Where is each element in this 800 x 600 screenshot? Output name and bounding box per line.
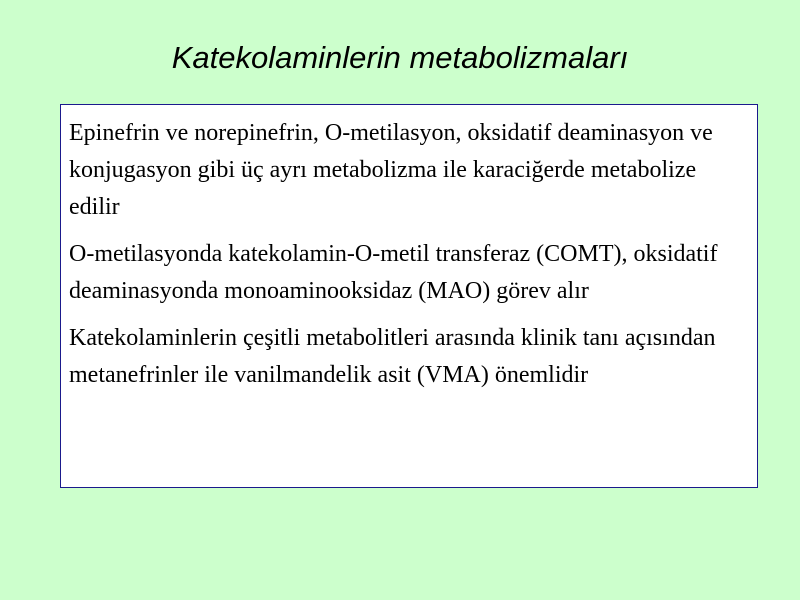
paragraph-epinefrin-metabolism: Epinefrin ve norepinefrin, O-metilasyon, oksidatif deaminasyon ve konjugasyon gibi üç ayrı metabolizma ile karaciğerde metabolize edilir: [69, 120, 713, 220]
paragraph-comt-mao: O-metilasyonda katekolamin-O-metil transferaz (COMT), oksidatif deaminasyonda monoaminooksidaz (MAO) görev alır: [69, 241, 718, 304]
content-box: [60, 104, 758, 488]
paragraph-metanefrin-vma: Katekolaminlerin çeşitli metabolitleri arasında klinik tanı açısından metanefrinler ile vanilmandelik asit (VMA) önemlidir: [69, 325, 716, 388]
slide-title: Katekolaminlerin metabolizmaları: [171, 40, 629, 75]
